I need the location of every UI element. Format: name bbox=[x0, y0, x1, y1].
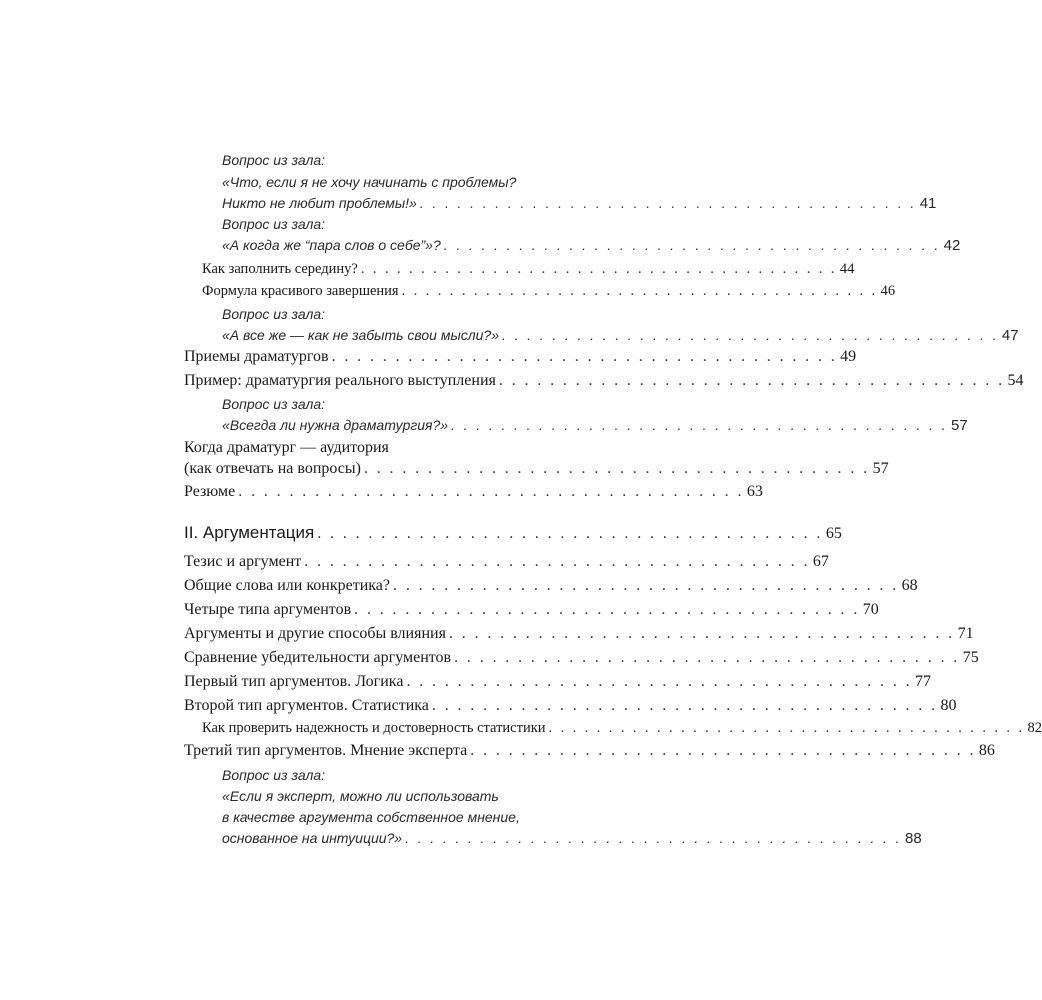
dot-leader: . . . . . . . . . . . . . . . . . . . . . . . . . . . . . . . . . . . . . . . . bbox=[238, 483, 744, 500]
entry-title: Первый тип аргументов. Логика bbox=[184, 673, 404, 690]
entry-title: Как проверить надежность и достоверность статистики bbox=[202, 720, 546, 736]
dot-leader: . . . . . . . . . . . . . . . . . . . . . . . . . . . . . . . . . . . . . . . . bbox=[393, 577, 899, 594]
entry-title: Как заполнить середину? bbox=[202, 261, 358, 277]
entry-title: Тезис и аргумент bbox=[184, 553, 302, 570]
question-text: «А все же — как не забыть свои мысли?» bbox=[222, 327, 500, 343]
toc-entry[interactable] bbox=[184, 697, 957, 715]
page-number: 77 bbox=[915, 673, 932, 690]
toc-entry[interactable] bbox=[184, 742, 995, 760]
page-number: 46 bbox=[880, 283, 896, 299]
dot-leader: . . . . . . . . . . . . . . . . . . . . . . . . . . . . . . . . . . . . . . . . bbox=[502, 327, 999, 343]
toc-entry[interactable] bbox=[222, 237, 961, 254]
page-number: 47 bbox=[1001, 327, 1019, 344]
page-number: 54 bbox=[1007, 372, 1024, 389]
toc-part-heading[interactable] bbox=[184, 523, 842, 543]
toc-entry[interactable] bbox=[202, 261, 855, 278]
toc-entry[interactable] bbox=[184, 673, 932, 691]
page-number: 82 bbox=[1027, 720, 1042, 736]
entry-title: Пример: драматургия реального выступления bbox=[184, 372, 496, 389]
dot-leader: . . . . . . . . . . . . . . . . . . . . . . . . . . . . . . . . . . . . . . . . bbox=[470, 742, 976, 759]
toc-entry[interactable] bbox=[202, 720, 1042, 737]
question-text: основанное на интуиции?» bbox=[222, 830, 403, 846]
dot-leader: . . . . . . . . . . . . . . . . . . . . . . . . . . . . . . . . . . . . . . . . bbox=[548, 720, 1025, 736]
question-text: «Что, если я не хочу начинать с проблемы? bbox=[222, 174, 517, 190]
toc-entry[interactable] bbox=[222, 327, 1019, 344]
page-number: 70 bbox=[862, 601, 879, 618]
question-label: Вопрос из зала: bbox=[222, 306, 326, 322]
dot-leader: . . . . . . . . . . . . . . . . . . . . . . . . . . . . . . . . . . . . . . . . bbox=[419, 195, 917, 211]
entry-title: Когда драматург — аудитория bbox=[184, 439, 389, 456]
dot-leader: . . . . . . . . . . . . . . . . . . . . . . . . . . . . . . . . . . . . . . . . bbox=[317, 525, 823, 542]
page-number: 42 bbox=[943, 237, 961, 254]
toc-entry[interactable] bbox=[184, 649, 979, 667]
dot-leader: . . . . . . . . . . . . . . . . . . . . . . . . . . . . . . . . . . . . . . . . bbox=[304, 553, 810, 570]
question-text: «А когда же “пара слов о себе”»? bbox=[222, 237, 441, 253]
toc-entry[interactable] bbox=[184, 601, 879, 619]
dot-leader: . . . . . . . . . . . . . . . . . . . . . . . . . . . . . . . . . . . . . . . . bbox=[498, 372, 1005, 389]
entry-title: Сравнение убедительности аргументов bbox=[184, 649, 452, 666]
toc-entry[interactable] bbox=[184, 348, 857, 366]
entry-title: (как отвечать на вопросы) bbox=[184, 460, 361, 477]
question-label: Вопрос из зала: bbox=[222, 216, 326, 232]
toc-entry[interactable] bbox=[184, 577, 918, 595]
page-number: 65 bbox=[825, 525, 842, 542]
question-text: «Всегда ли нужна драматургия?» bbox=[222, 417, 449, 433]
page-number: 88 bbox=[904, 830, 922, 847]
dot-leader: . . . . . . . . . . . . . . . . . . . . . . . . . . . . . . . . . . . . . . . . bbox=[360, 261, 837, 277]
entry-title: Формула красивого завершения bbox=[202, 283, 399, 299]
toc-entry[interactable] bbox=[222, 830, 922, 847]
entry-title: Третий тип аргументов. Мнение эксперта bbox=[184, 742, 468, 759]
dot-leader: . . . . . . . . . . . . . . . . . . . . . . . . . . . . . . . . . . . . . . . . bbox=[443, 237, 941, 253]
toc-entry[interactable] bbox=[222, 195, 937, 212]
dot-leader: . . . . . . . . . . . . . . . . . . . . . . . . . . . . . . . . . . . . . . . . bbox=[363, 460, 870, 477]
toc-entry[interactable] bbox=[222, 417, 968, 434]
entry-title: Общие слова или конкретика? bbox=[184, 577, 391, 594]
entry-title: Приемы драматургов bbox=[184, 348, 329, 365]
page-number: 63 bbox=[746, 483, 763, 500]
entry-title: Резюме bbox=[184, 483, 236, 500]
entry-title: Аргументы и другие способы влияния bbox=[184, 625, 446, 642]
dot-leader: . . . . . . . . . . . . . . . . . . . . . . . . . . . . . . . . . . . . . . . . bbox=[454, 649, 960, 666]
page-number: 75 bbox=[962, 649, 979, 666]
page-number: 44 bbox=[839, 261, 855, 277]
question-label: Вопрос из зала: bbox=[222, 396, 326, 412]
part-title: II. Аргументация bbox=[184, 523, 315, 542]
page-number: 67 bbox=[812, 553, 829, 570]
entry-title: Четыре типа аргументов bbox=[184, 601, 352, 618]
question-text: Никто не любит проблемы!» bbox=[222, 195, 417, 211]
dot-leader: . . . . . . . . . . . . . . . . . . . . . . . . . . . . . . . . . . . . . . . . bbox=[401, 283, 878, 299]
toc-entry[interactable] bbox=[184, 625, 974, 643]
dot-leader: . . . . . . . . . . . . . . . . . . . . . . . . . . . . . . . . . . . . . . . . bbox=[331, 348, 838, 365]
page-number: 41 bbox=[919, 195, 937, 212]
page-number: 57 bbox=[950, 417, 968, 434]
page-number: 57 bbox=[872, 460, 889, 477]
dot-leader: . . . . . . . . . . . . . . . . . . . . . . . . . . . . . . . . . . . . . . . . bbox=[431, 697, 938, 714]
toc-entry[interactable] bbox=[184, 483, 763, 501]
page-number: 80 bbox=[940, 697, 957, 714]
question-text: в качестве аргумента собственное мнение, bbox=[222, 809, 520, 825]
entry-title: Второй тип аргументов. Статистика bbox=[184, 697, 429, 714]
toc-entry[interactable] bbox=[184, 553, 829, 571]
toc-entry[interactable] bbox=[184, 460, 889, 478]
page-number: 71 bbox=[957, 625, 974, 642]
toc-entry[interactable] bbox=[202, 283, 896, 300]
dot-leader: . . . . . . . . . . . . . . . . . . . . . . . . . . . . . . . . . . . . . . . . bbox=[451, 417, 948, 433]
page-number: 49 bbox=[840, 348, 857, 365]
dot-leader: . . . . . . . . . . . . . . . . . . . . . . . . . . . . . . . . . . . . . . . . bbox=[354, 601, 860, 618]
page-number: 86 bbox=[978, 742, 995, 759]
question-text: «Если я эксперт, можно ли использовать bbox=[222, 788, 499, 804]
question-label: Вопрос из зала: bbox=[222, 767, 326, 783]
dot-leader: . . . . . . . . . . . . . . . . . . . . . . . . . . . . . . . . . . . . . . . . bbox=[406, 673, 913, 690]
dot-leader: . . . . . . . . . . . . . . . . . . . . . . . . . . . . . . . . . . . . . . . . bbox=[448, 625, 955, 642]
toc-entry[interactable] bbox=[184, 372, 1024, 390]
page-number: 68 bbox=[901, 577, 918, 594]
dot-leader: . . . . . . . . . . . . . . . . . . . . . . . . . . . . . . . . . . . . . . . . bbox=[405, 830, 902, 846]
question-label: Вопрос из зала: bbox=[222, 152, 326, 168]
